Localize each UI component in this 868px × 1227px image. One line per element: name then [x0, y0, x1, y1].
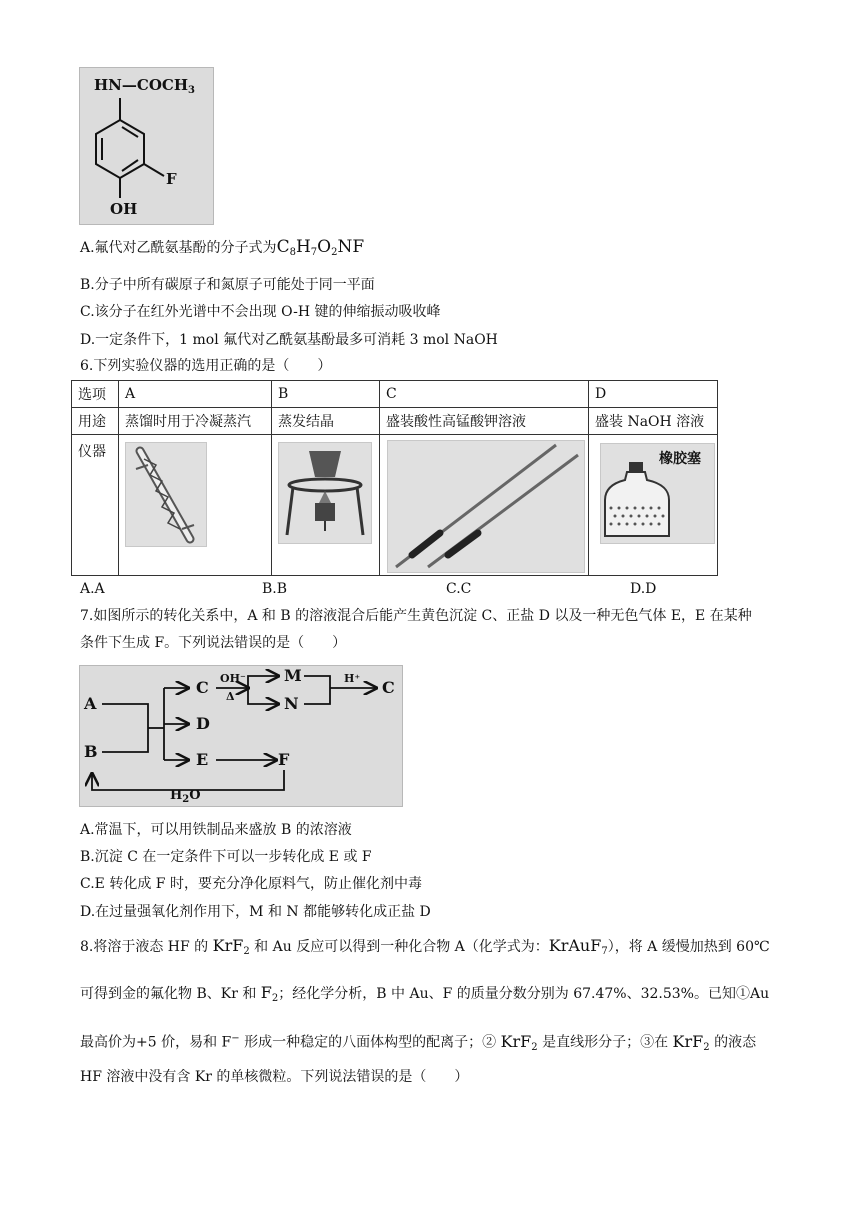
q5-option-b: B.分子中所有碳原子和氮原子可能处于同一平面 — [80, 277, 375, 293]
structure-oh-label: OH — [110, 200, 138, 218]
table-cell: 蒸馏时用于冷凝蒸汽 — [119, 408, 272, 435]
diagram-node-f: F — [278, 750, 290, 769]
reagent-bottle-photo — [600, 443, 715, 544]
condenser-photo — [125, 442, 207, 547]
q8-line2: 可得到金的氟化物 B、Kr 和 $F_2$；经化学分析，B 中 Au、F 的质量分数分别为 67.47%、32.53%。已知①Au — [80, 983, 770, 1004]
diagram-label-h2o: $H_2O$ — [170, 788, 201, 805]
rubber-stopper-label: 橡胶塞 — [659, 451, 701, 467]
f-bond — [144, 164, 164, 176]
q7-option-c: C.E 转化成 F 时，要充分净化原料气，防止催化剂中毒 — [80, 876, 422, 892]
diagram-node-c-final: C — [382, 678, 395, 697]
table-cell: 盛装 NaOH 溶液 — [589, 408, 718, 435]
q8-line3: 最高价为+5 价，易和 F− 形成一种稳定的八面体构型的配离子；② KrF$_2$ 是直线形分子；③在 KrF$_2$ 的液态 — [80, 1031, 757, 1053]
table-row — [72, 381, 718, 408]
table-cell: 仪器 — [72, 435, 119, 576]
q6-choice-d: D.D — [630, 581, 657, 597]
q6-choice-c: C.C — [446, 581, 472, 597]
q6-stem: 6.下列实验仪器的选用正确的是（ ） — [80, 358, 332, 374]
diagram-node-c: C — [196, 678, 209, 697]
evaporating-dish-tripod-photo — [278, 442, 372, 544]
q7-stem-line1: 7.如图所示的转化关系中，A 和 B 的溶液混合后能产生黄色沉淀 C、正盐 D 以及一种无色气体 E，E 在某种 — [80, 608, 752, 624]
diagram-node-e: E — [196, 750, 209, 769]
q5-option-a: A.氟代对乙酰氨基酚的分子式为$C_8H_7O_2NF$ — [80, 237, 365, 258]
diagram-node-n: N — [284, 694, 299, 713]
q5-option-c: C.该分子在红外光谱中不会出现 O-H 键的伸缩振动吸收峰 — [80, 304, 441, 320]
q6-choice-a: A.A — [80, 581, 105, 597]
q7-option-b: B.沉淀 C 在一定条件下可以一步转化成 E 或 F — [80, 849, 372, 865]
table-cell: A — [119, 381, 272, 408]
diagram-label-delta: Δ — [226, 690, 235, 703]
benzene-ring — [96, 120, 144, 178]
table-cell: B — [272, 381, 380, 408]
q7-stem-line2: 条件下生成 F。下列说法错误的是（ ） — [80, 635, 347, 651]
structure-f-label: F — [166, 170, 177, 188]
q8-line1: 8.将溶于液态 HF 的 KrF$_2$ 和 Au 反应可以得到一种化合物 A（化学式为：KrAuF$_7$），将 A 缓慢加热到 60℃ — [80, 936, 770, 957]
q7-option-a: A.常温下，可以用铁制品来盛放 B 的浓溶液 — [80, 822, 352, 838]
table-cell: 蒸发结晶 — [272, 408, 380, 435]
table-cell: 选项 — [72, 381, 119, 408]
table-row — [72, 408, 718, 435]
diagram-arrows — [80, 666, 402, 806]
q8-line4: HF 溶液中没有含 Kr 的单核微粒。下列说法错误的是（ ） — [80, 1069, 469, 1085]
diagram-node-d: D — [196, 714, 210, 733]
q7-conversion-diagram — [79, 665, 403, 807]
table-cell: C — [380, 381, 589, 408]
table-cell: 用途 — [72, 408, 119, 435]
q7-option-d: D.在过量强氧化剂作用下，M 和 N 都能够转化成正盐 D — [80, 904, 431, 920]
diagram-node-a: A — [84, 694, 97, 713]
diagram-node-b: B — [84, 742, 98, 761]
diagram-label-h-plus: H⁺ — [344, 672, 361, 685]
table-cell: D — [589, 381, 718, 408]
table-cell: 盛装酸性高锰酸钾溶液 — [380, 408, 589, 435]
burettes-photo — [387, 440, 585, 573]
diagram-label-oh: OH⁻ — [220, 672, 246, 685]
q5-option-d: D.一定条件下，1 mol 氟代对乙酰氨基酚最多可消耗 3 mol NaOH — [80, 332, 498, 348]
q6-choice-b: B.B — [262, 581, 288, 597]
structure-top-group: $HN—COCH_3$ — [94, 76, 195, 96]
diagram-node-m: M — [284, 666, 302, 685]
fluoro-acetaminophen-structure-figure — [79, 67, 214, 225]
